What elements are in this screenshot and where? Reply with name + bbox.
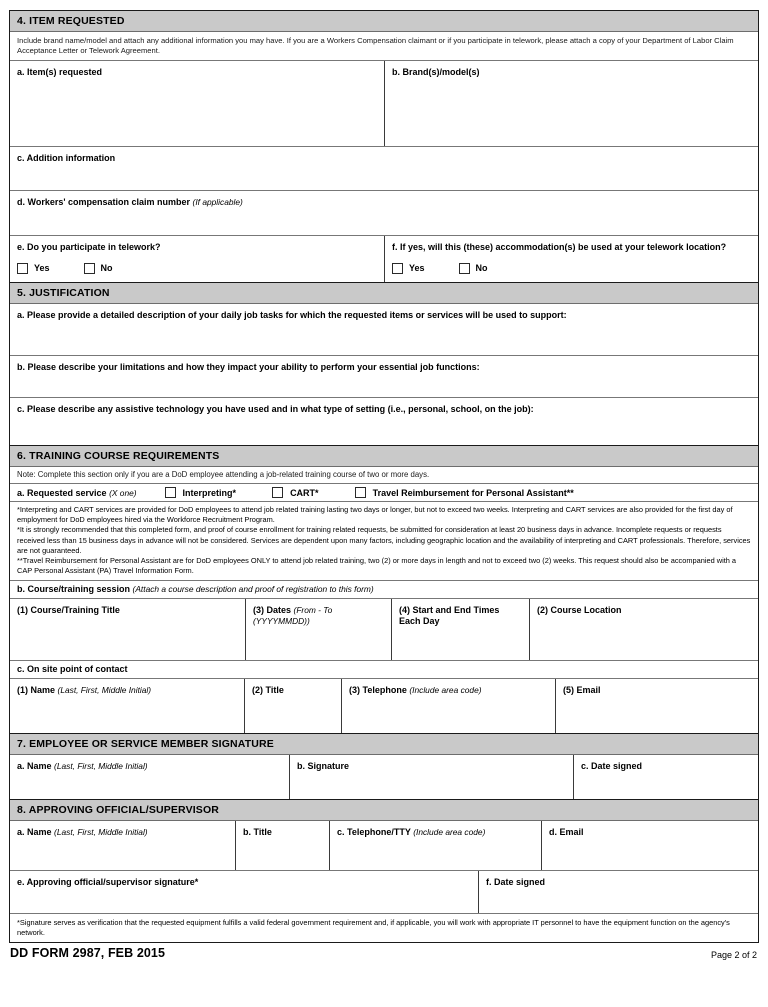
checkbox-cart-label: CART* [290, 487, 319, 498]
field-items-requested-label: a. Item(s) requested [17, 67, 103, 78]
field-approver-signature[interactable] [10, 871, 478, 913]
field-addition-information-label: c. Addition information [17, 153, 116, 164]
field-items-requested[interactable] [10, 61, 384, 146]
checkbox-interpreting-label: Interpreting* [182, 487, 237, 498]
requested-service-label: a. Requested service (X one) [17, 487, 137, 498]
option-cart[interactable] [272, 487, 319, 498]
field-assistive-technology-description[interactable] [10, 398, 758, 445]
field-contact-name[interactable] [10, 679, 244, 733]
field-approver-email[interactable] [541, 821, 758, 870]
field-approver-signature-label: e. Approving official/supervisor signature* [17, 876, 199, 887]
checkbox-accommodation-yes-label: Yes [409, 263, 425, 274]
section-6-row-b-label [10, 581, 758, 599]
section-7-heading: 7. EMPLOYEE OR SERVICE MEMBER SIGNATURE [10, 734, 758, 755]
checkbox-accommodation-yes[interactable] [392, 263, 403, 274]
field-telework-participation-label: e. Do you participate in telework? [17, 242, 161, 253]
field-start-end-times-label: (4) Start and End Times Each Day [399, 604, 500, 627]
section-4-row-c [10, 147, 758, 191]
section-6-heading: 6. TRAINING COURSE REQUIREMENTS [10, 446, 758, 467]
section-8-approving-official [9, 800, 759, 943]
section-4-instruction: Include brand name/model and attach any additional information you may have. If you are a Workers Compensation claimant or if you participate in telework, please attach a copy of your Department of Labor Claim Acceptance Letter or Telework Agreement. [10, 32, 758, 61]
form-footer [9, 943, 759, 960]
section-6-note: Note: Complete this section only if you are a DoD employee attending a job-related training course of two or more days. [10, 467, 758, 484]
section-6-fine-print [10, 502, 758, 580]
course-training-session-header [10, 581, 758, 598]
section-6-row-c-label [10, 661, 758, 679]
option-interpreting[interactable] [165, 487, 237, 498]
field-workers-comp-claim-number-label: d. Workers' compensation claim number (If applicable) [17, 197, 243, 208]
field-course-location-label: (2) Course Location [537, 604, 622, 615]
field-contact-title[interactable] [244, 679, 341, 733]
section-4-item-requested [9, 10, 759, 283]
checkbox-telework-no[interactable] [84, 263, 95, 274]
field-assistive-technology-description-label: c. Please describe any assistive technology you have used and in what type of setting (i.e., personal, school, on the job): [17, 404, 534, 415]
section-6-training-course-requirements [9, 446, 759, 734]
field-contact-email-label: (5) Email [563, 684, 601, 695]
course-training-session-label: b. Course/training session (Attach a course description and proof of registration to this form) [17, 583, 374, 594]
field-addition-information[interactable] [10, 147, 758, 190]
field-job-tasks-description-label: a. Please provide a detailed description of your daily job tasks for which the requested items or services will be used to support: [17, 310, 567, 321]
field-limitations-description[interactable] [10, 356, 758, 397]
section-8-heading: 8. APPROVING OFFICIAL/SUPERVISOR [10, 800, 758, 821]
fine-print-line-1: *Interpreting and CART services are provided for DoD employees to attend job related training lasting two days or longer, but not to exceed two weeks. Interpreting and CART services are also provided for the first day of employment for DoD employees hired via the Workforce Recruitment Program. [17, 505, 733, 525]
field-brands-models-label: b. Brand(s)/model(s) [392, 67, 480, 78]
course-session-table-row [10, 599, 758, 661]
fine-print-line-3: **Travel Reimbursement for Personal Assistant are for DoD employees ONLY to attend job related training, two (2) or more days in length and not to exceed two (2) weeks. This request should also be accompanied with a CAP Personal Assistant (PA) Travel Information Form. [17, 555, 737, 575]
field-telework-participation [10, 236, 384, 282]
field-contact-telephone[interactable] [341, 679, 555, 733]
section-4-heading: 4. ITEM REQUESTED [10, 11, 758, 32]
field-approver-date-signed[interactable] [478, 871, 758, 913]
section-5-justification [9, 283, 759, 446]
section-8-row-signature [10, 871, 758, 914]
section-7-row [10, 755, 758, 799]
field-job-tasks-description[interactable] [10, 304, 758, 355]
section-8-row-identity [10, 821, 758, 871]
section-4-row-d [10, 191, 758, 236]
field-employee-name[interactable] [10, 755, 289, 799]
section-7-employee-signature [9, 734, 759, 800]
section-4-row-ab [10, 61, 758, 147]
on-site-point-of-contact-label: c. On site point of contact [17, 663, 128, 674]
field-telework-accommodation-location-label: f. If yes, will this (these) accommodation(s) be used at your telework location? [392, 242, 727, 253]
field-approver-title-label: b. Title [243, 826, 272, 837]
field-contact-telephone-label: (3) Telephone (Include area code) [349, 684, 482, 695]
checkbox-accommodation-no-label: No [475, 263, 488, 274]
requested-service-row [10, 484, 758, 502]
field-course-training-title[interactable] [10, 599, 245, 660]
field-course-dates-label: (3) Dates (From - To (YYYYMMDD)) [253, 604, 333, 627]
field-telework-accommodation-location [384, 236, 758, 282]
field-employee-date-signed[interactable] [573, 755, 758, 799]
field-employee-signature-label: b. Signature [297, 760, 350, 771]
checkbox-telework-yes-label: Yes [34, 263, 50, 274]
field-approver-telephone-tty[interactable] [329, 821, 541, 870]
field-approver-telephone-tty-label: c. Telephone/TTY (Include area code) [337, 826, 486, 837]
field-course-dates[interactable] [245, 599, 391, 660]
fine-print-line-2: *It is strongly recommended that this completed form, and proof of course enrollment for training related requests, be submitted for consideration at least 20 business days in advance. Incomplete requests or requests received less than 15 business days in advance will not be considered. Services are dependent upon many factors, including geographic location and the availability of interpreting and CART professionals. Therefore, services are not guaranteed. [17, 525, 751, 555]
section-5-row-c [10, 398, 758, 445]
field-approver-name-label: a. Name (Last, First, Middle Initial) [17, 826, 148, 837]
section-4-row-ef [10, 236, 758, 282]
telework-accommodation-choices [392, 263, 751, 274]
field-employee-date-signed-label: c. Date signed [581, 760, 643, 771]
section-5-row-b [10, 356, 758, 398]
checkbox-telework-no-label: No [100, 263, 113, 274]
field-course-training-title-label: (1) Course/Training Title [17, 604, 120, 615]
field-contact-title-label: (2) Title [252, 684, 284, 695]
field-approver-date-signed-label: f. Date signed [486, 876, 546, 887]
field-approver-email-label: d. Email [549, 826, 584, 837]
page-number: Page 2 of 2 [710, 949, 757, 960]
checkbox-travel-reimbursement-label: Travel Reimbursement for Personal Assistant** [372, 487, 574, 498]
field-course-location[interactable] [529, 599, 758, 660]
field-contact-name-label: (1) Name (Last, First, Middle Initial) [17, 684, 152, 695]
checkbox-travel-reimbursement[interactable] [355, 487, 366, 498]
checkbox-interpreting[interactable] [165, 487, 176, 498]
telework-participation-choices [17, 263, 377, 274]
section-8-disclaimer: *Signature serves as verification that the requested equipment fulfills a valid federal government requirement and, if applicable, you will work with appropriate IT personnel to have the equipment function on the agency's network. [17, 917, 730, 937]
checkbox-accommodation-no[interactable] [459, 263, 470, 274]
field-workers-comp-claim-number[interactable] [10, 191, 758, 235]
checkbox-telework-yes[interactable] [17, 263, 28, 274]
field-employee-signature[interactable] [289, 755, 573, 799]
field-contact-email[interactable] [555, 679, 758, 733]
option-travel-reimbursement[interactable] [355, 487, 574, 498]
field-approver-name[interactable] [10, 821, 235, 870]
field-limitations-description-label: b. Please describe your limitations and how they impact your ability to perform your essential job functions: [17, 362, 480, 373]
checkbox-cart[interactable] [272, 487, 283, 498]
on-site-point-of-contact-header [10, 661, 758, 678]
form-identifier: DD FORM 2987, FEB 2015 [10, 945, 166, 960]
contact-table-row [10, 679, 758, 733]
field-employee-name-label: a. Name (Last, First, Middle Initial) [17, 760, 148, 771]
field-approver-title[interactable] [235, 821, 329, 870]
section-5-row-a [10, 304, 758, 356]
field-start-end-times[interactable] [391, 599, 529, 660]
field-brands-models[interactable] [384, 61, 758, 146]
section-5-heading: 5. JUSTIFICATION [10, 283, 758, 304]
